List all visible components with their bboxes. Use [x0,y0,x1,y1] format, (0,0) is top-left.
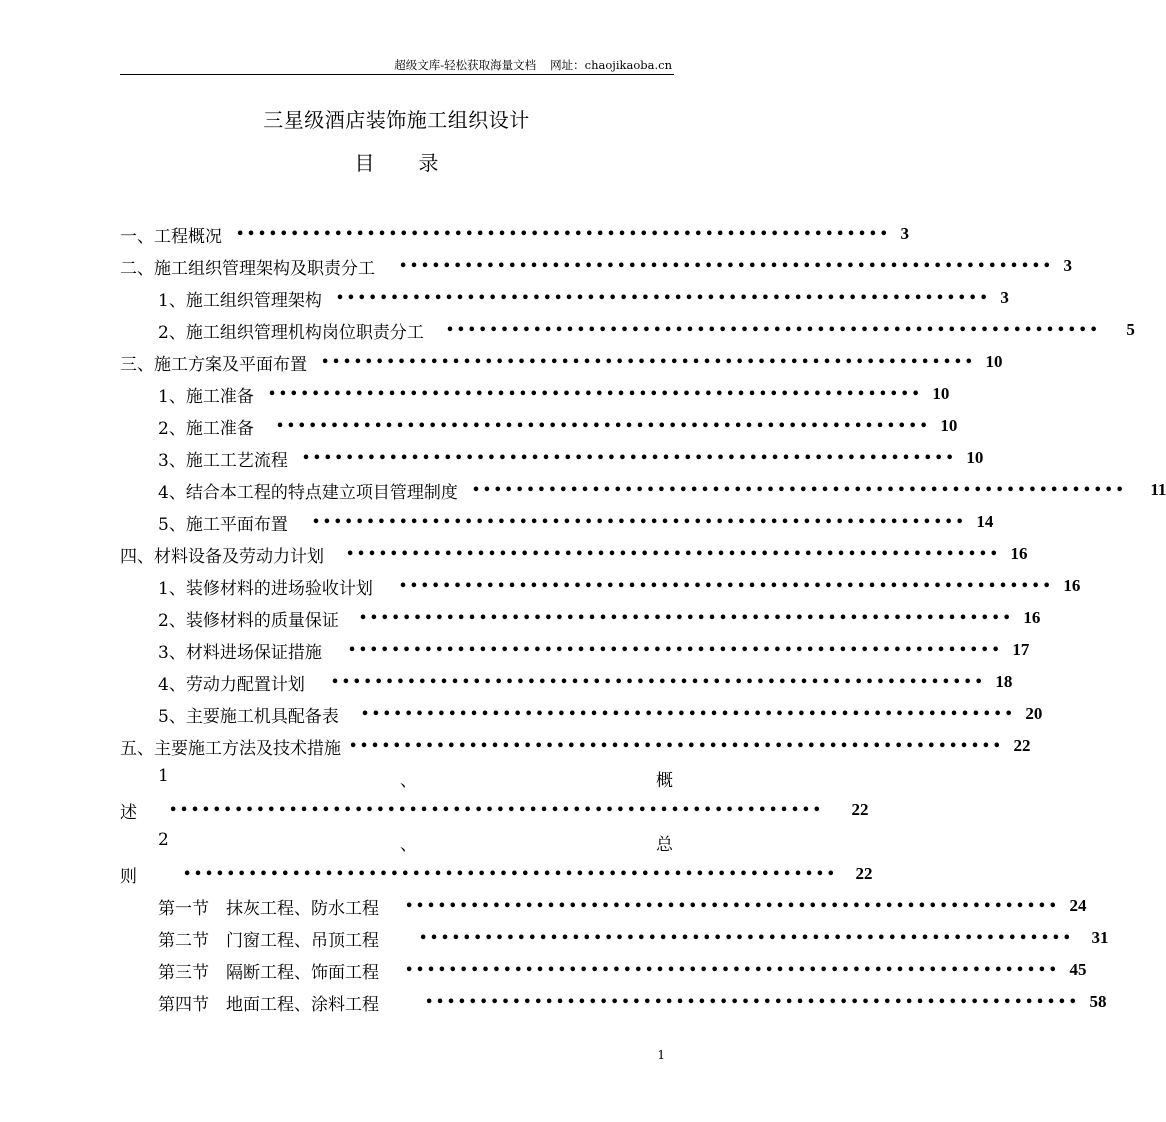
toc-leader-dots: •••••••••••••••••••••••••••••••••••••••••••••••••••••••••••• [405,898,1060,914]
toc-leader-dots: •••••••••••••••••••••••••••••••••••••••••••••••••••••••••••• [321,354,976,370]
toc-heading-char-1: 目 [354,151,375,175]
toc-leader-dots: •••••••••••••••••••••••••••••••••••••••••••••••••••••••••••• [311,514,967,530]
toc-entry [158,476,1166,504]
toc-entry-page: 17 [1012,640,1030,659]
header-rule [120,74,674,75]
toc-entry-label: 述 [120,802,137,823]
toc-entry-label: 3、施工工艺流程 [158,450,288,471]
toc-entry-label: 五、主要施工方法及技术措施 [120,738,341,759]
toc-entry [120,860,873,888]
toc-leader-dots: •••••••••••••••••••••••••••••••••••••••••••••••••••••••••••• [275,418,931,434]
toc-entry [158,284,1009,312]
toc-entry-label: 1、施工准备 [158,386,254,407]
toc-leader-dots: •••••••••••••••••••••••••••••••••••••••••••••••••••••••••••• [236,226,891,242]
toc-heading [0,147,793,176]
toc-leader-dots: •••••••••••••••••••••••••••••••••••••••••••••••••••••••••••• [347,642,1003,658]
toc-entry-page: 22 [855,864,873,883]
toc-leader-dots: •••••••••••••••••••••••••••••••••••••••••••••••••••••••••••• [425,994,1080,1010]
toc-entry [158,412,958,440]
toc-leader-dots: •••••••••••••••••••••••••••••••••••••••••••••••••••••••••••• [349,738,1004,754]
page-header [394,57,672,73]
toc-entry [158,668,1013,696]
toc-entry-page: 11 [1150,480,1166,499]
toc-leader-dots: •••••••••••••••••••••••••••••••••••••••••••••••••••••••••••• [346,546,1001,562]
toc-entry-page: 45 [1069,960,1087,979]
toc-leader-dots: •••••••••••••••••••••••••••••••••••••••••••••••••••••••••••• [398,578,1054,594]
toc-entry-label: 4、劳动力配置计划 [158,674,305,695]
toc-entry [120,796,869,824]
toc-entry-label: 第三节 隔断工程、饰面工程 [158,962,379,983]
toc-entry-label: 2、施工准备 [158,418,254,439]
toc-entry-page: 22 [1013,736,1031,755]
toc-entry-page: 24 [1069,896,1087,915]
toc-heading-char-2: 录 [418,151,439,175]
toc-leader-dots: •••••••••••••••••••••••••••••••••••••••••••••••••••••••••••• [301,450,957,466]
toc-leader-dots: •••••••••••••••••••••••••••••••••••••••••••••••••••••••••••• [335,290,991,306]
toc-entry-page: 3 [1000,288,1009,307]
toc-split-separator: 、 [400,835,417,855]
toc-split-number: 1 [158,766,169,786]
toc-leader-dots: •••••••••••••••••••••••••••••••••••••••••••••••••••••••••••• [358,610,1014,626]
toc-entry-label: 第一节 抹灰工程、防水工程 [158,898,379,919]
toc-leader-dots: •••••••••••••••••••••••••••••••••••••••••••••••••••••••••••• [360,706,1016,722]
toc-entry-page: 10 [932,384,950,403]
toc-split-number: 2 [158,830,169,850]
toc-entry [158,988,1107,1016]
toc-entry-label: 一、工程概况 [120,226,222,247]
toc-entry-label: 三、施工方案及平面布置 [120,354,307,375]
toc-entry [158,892,1087,920]
document-title: 三星级酒店装饰施工组织设计 [263,108,530,132]
toc-entry-page: 14 [976,512,994,531]
toc-entry-label: 四、材料设备及劳动力计划 [120,546,324,567]
toc-entry-label: 第二节 门窗工程、吊顶工程 [158,930,379,951]
toc-leader-dots: •••••••••••••••••••••••••••••••••••••••••••••••••••••••••••• [445,322,1101,338]
toc-entry [158,444,984,472]
toc-entry-label: 1、装修材料的进场验收计划 [158,578,373,599]
toc-leader-dots: •••••••••••••••••••••••••••••••••••••••••••••••••••••••••••• [183,866,838,882]
toc-entry-label: 第四节 地面工程、涂料工程 [158,994,379,1015]
toc-entry-label: 1、施工组织管理架构 [158,290,322,311]
toc-leader-dots: •••••••••••••••••••••••••••••••••••••••••••••••••••••••••••• [471,482,1127,498]
toc-entry-page: 31 [1091,928,1109,947]
toc-entry-page: 3 [900,224,910,243]
toc-split-tail: 概 [656,771,673,791]
toc-entry [158,636,1030,664]
toc-entry [158,572,1081,600]
header-url-text: 网址：chaojikaoba.cn [550,58,672,72]
toc-entry-page: 3 [1063,256,1073,275]
toc-entry [120,220,910,248]
page-number: 1 [657,1048,665,1062]
toc-entry [120,252,1073,280]
toc-entry-label: 3、材料进场保证措施 [158,642,322,663]
toc-entry-page: 18 [995,672,1013,691]
toc-entry-page: 10 [966,448,984,467]
header-left-text: 超级文库-轻松获取海量文档 [394,58,537,72]
toc-entry [158,700,1043,728]
toc-leader-dots: •••••••••••••••••••••••••••••••••••••••••••••••••••••••••••• [419,930,1074,946]
toc-entry-label: 2、施工组织管理机构岗位职责分工 [158,322,424,343]
toc-entry [120,348,1003,376]
toc-entry-page: 10 [985,352,1003,371]
toc-entry [120,732,1031,760]
toc-entry [158,508,994,536]
toc-entry [158,316,1135,344]
toc-entry-page: 22 [851,800,869,819]
toc-entry-label: 5、主要施工机具配备表 [158,706,339,727]
toc-entry-page: 20 [1025,704,1043,723]
toc-entry-page: 10 [940,416,958,435]
toc-split-separator: 、 [400,771,417,791]
toc-entry-page: 16 [1023,608,1041,627]
toc-entry [120,540,1028,568]
toc-leader-dots: •••••••••••••••••••••••••••••••••••••••••••••••••••••••••••• [267,386,923,402]
toc-split-tail: 总 [656,835,673,855]
toc-entry [158,924,1109,952]
toc-entry-label: 则 [120,866,137,887]
toc-entry-label: 4、结合本工程的特点建立项目管理制度 [158,482,458,503]
toc-entry-label: 2、装修材料的质量保证 [158,610,339,631]
toc-leader-dots: •••••••••••••••••••••••••••••••••••••••••••••••••••••••••••• [169,802,824,818]
toc-entry [158,604,1041,632]
toc-entry-page: 5 [1126,320,1135,339]
toc-entry [158,956,1087,984]
toc-leader-dots: •••••••••••••••••••••••••••••••••••••••••••••••••••••••••••• [405,962,1060,978]
toc-leader-dots: •••••••••••••••••••••••••••••••••••••••••••••••••••••••••••• [399,258,1054,274]
toc-leader-dots: •••••••••••••••••••••••••••••••••••••••••••••••••••••••••••• [330,674,986,690]
toc-entry-page: 16 [1063,576,1081,595]
toc-entry-page: 16 [1010,544,1028,563]
toc-entry-page: 58 [1089,992,1107,1011]
toc-entry-label: 5、施工平面布置 [158,514,288,535]
toc-entry [158,380,950,408]
toc-entry-label: 二、施工组织管理架构及职责分工 [120,258,375,279]
